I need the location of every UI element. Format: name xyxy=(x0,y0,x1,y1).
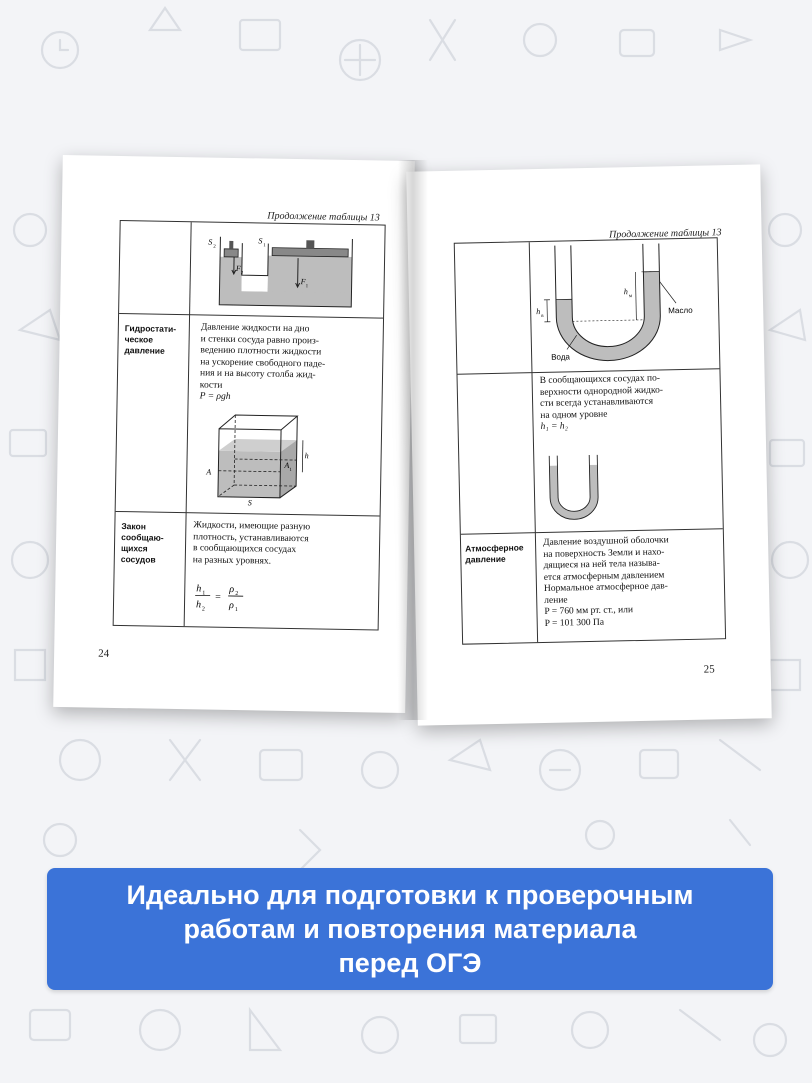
left-page xyxy=(53,155,415,713)
hydraulic-vessel-figure xyxy=(201,226,372,315)
promo-banner xyxy=(47,868,773,990)
label-hm: h xyxy=(623,287,628,297)
page-number: 24 xyxy=(98,647,110,660)
continuation-caption: Продолжение таблицы 13 xyxy=(608,227,722,241)
row3-description: Давление воздушной оболочки на поверхность Земли и нахо- дящиеся на ней тела называ- ется атмосферным давлением Нормальное атмосферное дав- ление P = 760 мм рт. ст., или P = 101 300 Па xyxy=(542,535,669,629)
svg-text:2: 2 xyxy=(201,606,205,613)
svg-text:ρ: ρ xyxy=(228,599,234,612)
row1-label: Гидростати- ческое давление xyxy=(124,323,177,356)
label-s1: S xyxy=(258,236,263,246)
book-spine-shadow xyxy=(398,160,428,720)
label-f1-sub: 1 xyxy=(305,284,309,290)
equal-level-formula: h₁ = h₂ xyxy=(540,421,568,433)
svg-text:ρ: ρ xyxy=(229,583,235,596)
svg-text:2: 2 xyxy=(235,591,239,598)
label-water: Вода xyxy=(551,352,570,362)
label-f2: F xyxy=(235,264,241,274)
banner-line: Идеально для подготовки к проверочным xyxy=(126,880,694,910)
label-h: h xyxy=(304,451,309,461)
label-hv: h xyxy=(536,306,541,317)
label-a1-sub: 1 xyxy=(289,467,292,474)
label-s1-sub: 1 xyxy=(263,243,266,249)
banner-line: работам и повторения материала xyxy=(183,914,637,944)
physics-table xyxy=(454,237,726,644)
label-s2: S xyxy=(208,237,213,247)
label-hv-sub: в xyxy=(541,313,544,319)
label-s2-sub: 2 xyxy=(213,244,216,250)
liquid-cube-figure xyxy=(204,406,316,508)
svg-text:1: 1 xyxy=(234,607,238,614)
label-f1: F xyxy=(300,277,306,287)
column-divider xyxy=(184,222,192,626)
normal-pressure-mmhg: P = 760 мм рт. ст., или xyxy=(544,605,634,617)
row2-label: Закон сообщаю- щихся сосудов xyxy=(120,521,164,565)
row3-label: Атмосферное давление xyxy=(465,542,524,565)
svg-text:h: h xyxy=(195,599,202,611)
hydrostatic-formula: P = ρgh xyxy=(199,391,231,402)
label-s: S xyxy=(247,498,252,508)
label-oil: Масло xyxy=(668,305,693,316)
label-a: A xyxy=(206,467,212,477)
continuation-caption: Продолжение таблицы 13 xyxy=(267,210,380,224)
label-f2-sub: 2 xyxy=(240,271,244,277)
normal-pressure-pa: P = 101 300 Па xyxy=(544,617,605,629)
right-page xyxy=(406,164,772,725)
svg-text:1: 1 xyxy=(202,590,206,597)
row-divider xyxy=(116,511,380,517)
density-ratio-formula xyxy=(194,580,255,613)
svg-text:=: = xyxy=(215,591,221,603)
row-divider xyxy=(461,528,723,534)
u-tube-oil-water-figure xyxy=(535,240,714,368)
svg-text:h: h xyxy=(196,583,202,595)
banner-line: перед ОГЭ xyxy=(338,948,482,978)
label-hm-sub: м xyxy=(628,294,633,300)
label-a1: A xyxy=(284,460,290,470)
row2-description: Жидкости, имеющие разную плотность, устанавливаются в сообщающихся сосудах на разных уровнях. xyxy=(192,520,311,567)
page-number: 25 xyxy=(703,663,715,676)
row-divider xyxy=(457,368,719,374)
row2-description: В сообщающихся сосудах по- верхности однородной жидко- сти всегда устанавливаются на одном уровне h₁ = h₂ xyxy=(539,373,664,433)
physics-table xyxy=(113,220,386,631)
row1-description: Давление жидкости на дно и стенки сосуда равно произ- ведению плотности жидкости на ускорение свободного паде- ния и на высоту столба жид- кости P = ρgh xyxy=(200,322,326,405)
u-tube-equal-level-figure xyxy=(543,452,615,529)
